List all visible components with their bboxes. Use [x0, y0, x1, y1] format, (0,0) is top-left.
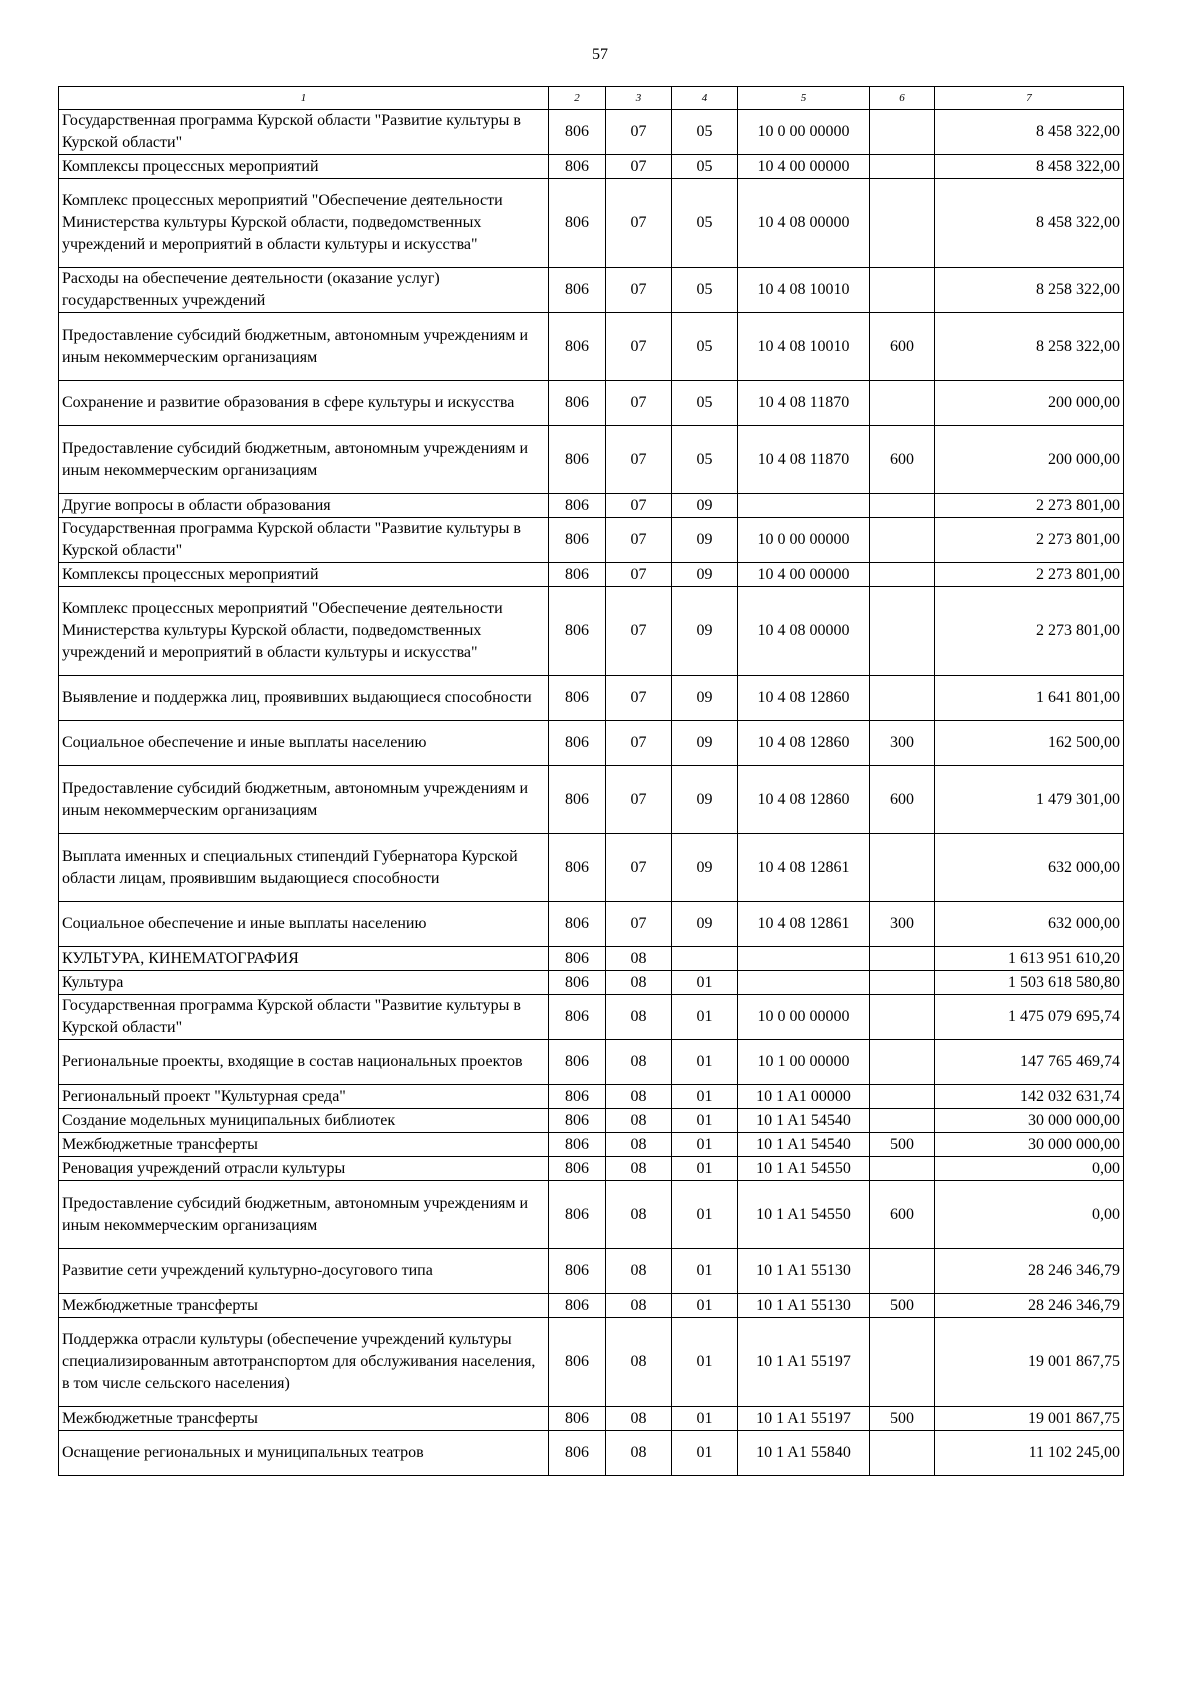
ministry-code-cell: 806	[549, 313, 606, 381]
expense-type-cell: 600	[870, 313, 935, 381]
table-row	[59, 1133, 1124, 1157]
subsection-code-cell: 01	[672, 1133, 738, 1157]
expense-type-cell	[870, 268, 935, 313]
target-article-cell: 10 1 A1 00000	[738, 1085, 870, 1109]
subsection-code-cell: 01	[672, 1040, 738, 1085]
row-name-cell: Предоставление субсидий бюджетным, автономным учреждениям и иным некоммерческим организациям	[59, 1181, 549, 1249]
column-header: 3	[606, 87, 672, 110]
target-article-cell: 10 4 00 00000	[738, 155, 870, 179]
row-name-cell: Межбюджетные трансферты	[59, 1407, 549, 1431]
target-article-cell: 10 1 A1 55197	[738, 1407, 870, 1431]
expense-type-cell	[870, 1431, 935, 1476]
target-article-cell: 10 4 08 11870	[738, 381, 870, 426]
ministry-code-cell: 806	[549, 518, 606, 563]
ministry-code-cell: 806	[549, 1318, 606, 1407]
section-code-cell: 07	[606, 494, 672, 518]
table-row	[59, 1407, 1124, 1431]
expense-type-cell: 600	[870, 766, 935, 834]
ministry-code-cell: 806	[549, 1085, 606, 1109]
target-article-cell: 10 1 A1 54550	[738, 1181, 870, 1249]
expense-type-cell	[870, 110, 935, 155]
expense-type-cell: 600	[870, 426, 935, 494]
subsection-code-cell: 05	[672, 381, 738, 426]
ministry-code-cell: 806	[549, 563, 606, 587]
row-name-cell: Поддержка отрасли культуры (обеспечение учреждений культуры специализированным автотранспортом для обслуживания населения, в том числе сельского населения)	[59, 1318, 549, 1407]
row-name-cell: Социальное обеспечение и иные выплаты населению	[59, 721, 549, 766]
ministry-code-cell: 806	[549, 1040, 606, 1085]
expense-type-cell: 500	[870, 1133, 935, 1157]
table-row	[59, 494, 1124, 518]
ministry-code-cell: 806	[549, 766, 606, 834]
amount-cell: 1 479 301,00	[935, 766, 1124, 834]
amount-cell: 8 458 322,00	[935, 179, 1124, 268]
target-article-cell: 10 4 08 10010	[738, 268, 870, 313]
ministry-code-cell: 806	[549, 494, 606, 518]
section-code-cell: 07	[606, 834, 672, 902]
target-article-cell: 10 1 A1 54550	[738, 1157, 870, 1181]
target-article-cell: 10 0 00 00000	[738, 518, 870, 563]
column-header: 5	[738, 87, 870, 110]
column-header: 1	[59, 87, 549, 110]
row-name-cell: Межбюджетные трансферты	[59, 1133, 549, 1157]
section-code-cell: 08	[606, 1133, 672, 1157]
expense-type-cell	[870, 1249, 935, 1294]
section-code-cell: 07	[606, 587, 672, 676]
row-name-cell: Развитие сети учреждений культурно-досугового типа	[59, 1249, 549, 1294]
ministry-code-cell: 806	[549, 587, 606, 676]
subsection-code-cell: 05	[672, 179, 738, 268]
table-row	[59, 1249, 1124, 1294]
subsection-code-cell: 09	[672, 676, 738, 721]
amount-cell: 30 000 000,00	[935, 1109, 1124, 1133]
amount-cell: 0,00	[935, 1181, 1124, 1249]
row-name-cell: Комплекс процессных мероприятий "Обеспечение деятельности Министерства культуры Курской области, подведомственных учреждений и мероприятий в области культуры и искусства"	[59, 179, 549, 268]
expense-type-cell	[870, 1318, 935, 1407]
amount-cell: 162 500,00	[935, 721, 1124, 766]
target-article-cell: 10 4 08 12860	[738, 721, 870, 766]
target-article-cell: 10 1 A1 55130	[738, 1249, 870, 1294]
amount-cell: 11 102 245,00	[935, 1431, 1124, 1476]
table-row	[59, 766, 1124, 834]
target-article-cell: 10 4 00 00000	[738, 563, 870, 587]
target-article-cell: 10 4 08 10010	[738, 313, 870, 381]
amount-cell: 2 273 801,00	[935, 563, 1124, 587]
column-header: 7	[935, 87, 1124, 110]
table-row	[59, 1085, 1124, 1109]
subsection-code-cell: 09	[672, 766, 738, 834]
amount-cell: 1 475 079 695,74	[935, 995, 1124, 1040]
column-header: 4	[672, 87, 738, 110]
table-row	[59, 1318, 1124, 1407]
subsection-code-cell: 01	[672, 1431, 738, 1476]
subsection-code-cell: 01	[672, 971, 738, 995]
section-code-cell: 08	[606, 1407, 672, 1431]
expense-type-cell	[870, 1157, 935, 1181]
row-name-cell: Предоставление субсидий бюджетным, автономным учреждениям и иным некоммерческим организациям	[59, 426, 549, 494]
target-article-cell: 10 4 08 11870	[738, 426, 870, 494]
section-code-cell: 08	[606, 947, 672, 971]
table-row	[59, 1040, 1124, 1085]
section-code-cell: 08	[606, 971, 672, 995]
section-code-cell: 07	[606, 313, 672, 381]
expense-type-cell	[870, 1085, 935, 1109]
target-article-cell: 10 4 08 00000	[738, 587, 870, 676]
subsection-code-cell: 01	[672, 1318, 738, 1407]
ministry-code-cell: 806	[549, 971, 606, 995]
row-name-cell: Сохранение и развитие образования в сфере культуры и искусства	[59, 381, 549, 426]
target-article-cell	[738, 494, 870, 518]
table-row	[59, 518, 1124, 563]
row-name-cell: Региональный проект "Культурная среда"	[59, 1085, 549, 1109]
row-name-cell: КУЛЬТУРА, КИНЕМАТОГРАФИЯ	[59, 947, 549, 971]
amount-cell: 1 613 951 610,20	[935, 947, 1124, 971]
amount-cell: 2 273 801,00	[935, 494, 1124, 518]
row-name-cell: Создание модельных муниципальных библиотек	[59, 1109, 549, 1133]
section-code-cell: 08	[606, 1181, 672, 1249]
target-article-cell: 10 4 08 12860	[738, 676, 870, 721]
subsection-code-cell: 09	[672, 494, 738, 518]
ministry-code-cell: 806	[549, 1109, 606, 1133]
ministry-code-cell: 806	[549, 1157, 606, 1181]
section-code-cell: 07	[606, 676, 672, 721]
target-article-cell	[738, 971, 870, 995]
section-code-cell: 07	[606, 563, 672, 587]
target-article-cell: 10 1 A1 54540	[738, 1133, 870, 1157]
ministry-code-cell: 806	[549, 110, 606, 155]
subsection-code-cell: 01	[672, 1249, 738, 1294]
table-row	[59, 563, 1124, 587]
section-code-cell: 08	[606, 1294, 672, 1318]
row-name-cell: Региональные проекты, входящие в состав национальных проектов	[59, 1040, 549, 1085]
expense-type-cell	[870, 676, 935, 721]
row-name-cell: Предоставление субсидий бюджетным, автономным учреждениям и иным некоммерческим организациям	[59, 766, 549, 834]
expense-type-cell	[870, 494, 935, 518]
expense-type-cell	[870, 563, 935, 587]
section-code-cell: 07	[606, 902, 672, 947]
row-name-cell: Межбюджетные трансферты	[59, 1294, 549, 1318]
row-name-cell: Предоставление субсидий бюджетным, автономным учреждениям и иным некоммерческим организациям	[59, 313, 549, 381]
amount-cell: 8 258 322,00	[935, 313, 1124, 381]
section-code-cell: 07	[606, 179, 672, 268]
row-name-cell: Другие вопросы в области образования	[59, 494, 549, 518]
amount-cell: 2 273 801,00	[935, 518, 1124, 563]
section-code-cell: 08	[606, 1109, 672, 1133]
row-name-cell: Комплексы процессных мероприятий	[59, 563, 549, 587]
row-name-cell: Социальное обеспечение и иные выплаты населению	[59, 902, 549, 947]
expense-type-cell	[870, 1109, 935, 1133]
table-row	[59, 426, 1124, 494]
amount-cell: 0,00	[935, 1157, 1124, 1181]
target-article-cell: 10 1 A1 55130	[738, 1294, 870, 1318]
subsection-code-cell: 09	[672, 587, 738, 676]
amount-cell: 147 765 469,74	[935, 1040, 1124, 1085]
ministry-code-cell: 806	[549, 721, 606, 766]
ministry-code-cell: 806	[549, 1294, 606, 1318]
section-code-cell: 08	[606, 1040, 672, 1085]
row-name-cell: Реновация учреждений отрасли культуры	[59, 1157, 549, 1181]
subsection-code-cell: 09	[672, 834, 738, 902]
ministry-code-cell: 806	[549, 995, 606, 1040]
target-article-cell: 10 1 A1 54540	[738, 1109, 870, 1133]
amount-cell: 200 000,00	[935, 381, 1124, 426]
amount-cell: 142 032 631,74	[935, 1085, 1124, 1109]
target-article-cell: 10 1 A1 55197	[738, 1318, 870, 1407]
subsection-code-cell: 01	[672, 1181, 738, 1249]
subsection-code-cell: 01	[672, 1157, 738, 1181]
expense-type-cell	[870, 1040, 935, 1085]
table-row	[59, 834, 1124, 902]
subsection-code-cell: 01	[672, 1109, 738, 1133]
amount-cell: 30 000 000,00	[935, 1133, 1124, 1157]
expense-type-cell: 500	[870, 1294, 935, 1318]
target-article-cell: 10 1 A1 55840	[738, 1431, 870, 1476]
expense-type-cell: 600	[870, 1181, 935, 1249]
amount-cell: 19 001 867,75	[935, 1407, 1124, 1431]
row-name-cell: Выявление и поддержка лиц, проявивших выдающиеся способности	[59, 676, 549, 721]
table-row	[59, 995, 1124, 1040]
amount-cell: 8 458 322,00	[935, 155, 1124, 179]
table-row	[59, 721, 1124, 766]
section-code-cell: 07	[606, 268, 672, 313]
expense-type-cell: 300	[870, 902, 935, 947]
row-name-cell: Государственная программа Курской области "Развитие культуры в Курской области"	[59, 110, 549, 155]
subsection-code-cell: 05	[672, 313, 738, 381]
ministry-code-cell: 806	[549, 426, 606, 494]
row-name-cell: Культура	[59, 971, 549, 995]
column-header: 6	[870, 87, 935, 110]
expense-type-cell	[870, 518, 935, 563]
subsection-code-cell	[672, 947, 738, 971]
subsection-code-cell: 09	[672, 902, 738, 947]
subsection-code-cell: 05	[672, 426, 738, 494]
amount-cell: 28 246 346,79	[935, 1249, 1124, 1294]
row-name-cell: Государственная программа Курской области "Развитие культуры в Курской области"	[59, 995, 549, 1040]
ministry-code-cell: 806	[549, 268, 606, 313]
amount-cell: 1 641 801,00	[935, 676, 1124, 721]
expense-type-cell: 500	[870, 1407, 935, 1431]
expense-type-cell	[870, 995, 935, 1040]
amount-cell: 632 000,00	[935, 834, 1124, 902]
expense-type-cell	[870, 971, 935, 995]
table-row	[59, 313, 1124, 381]
expense-type-cell	[870, 381, 935, 426]
budget-table	[58, 86, 1124, 1476]
subsection-code-cell: 09	[672, 518, 738, 563]
target-article-cell: 10 4 08 12860	[738, 766, 870, 834]
table-row	[59, 947, 1124, 971]
ministry-code-cell: 806	[549, 179, 606, 268]
table-row	[59, 1109, 1124, 1133]
amount-cell: 19 001 867,75	[935, 1318, 1124, 1407]
section-code-cell: 07	[606, 426, 672, 494]
page-number: 57	[592, 46, 608, 63]
ministry-code-cell: 806	[549, 902, 606, 947]
amount-cell: 28 246 346,79	[935, 1294, 1124, 1318]
subsection-code-cell: 09	[672, 563, 738, 587]
amount-cell: 8 258 322,00	[935, 268, 1124, 313]
subsection-code-cell: 05	[672, 155, 738, 179]
row-name-cell: Государственная программа Курской области "Развитие культуры в Курской области"	[59, 518, 549, 563]
row-name-cell: Комплекс процессных мероприятий "Обеспечение деятельности Министерства культуры Курской области, подведомственных учреждений и мероприятий в области культуры и искусства"	[59, 587, 549, 676]
target-article-cell: 10 4 08 12861	[738, 902, 870, 947]
table-row	[59, 381, 1124, 426]
subsection-code-cell: 01	[672, 1085, 738, 1109]
section-code-cell: 07	[606, 110, 672, 155]
amount-cell: 2 273 801,00	[935, 587, 1124, 676]
section-code-cell: 08	[606, 1085, 672, 1109]
section-code-cell: 07	[606, 766, 672, 834]
section-code-cell: 08	[606, 1157, 672, 1181]
subsection-code-cell: 01	[672, 1294, 738, 1318]
amount-cell: 1 503 618 580,80	[935, 971, 1124, 995]
ministry-code-cell: 806	[549, 1407, 606, 1431]
subsection-code-cell: 01	[672, 995, 738, 1040]
section-code-cell: 08	[606, 1318, 672, 1407]
table-row	[59, 1431, 1124, 1476]
expense-type-cell	[870, 947, 935, 971]
table-header-row	[59, 87, 1124, 110]
ministry-code-cell: 806	[549, 1133, 606, 1157]
expense-type-cell	[870, 155, 935, 179]
column-header: 2	[549, 87, 606, 110]
table-row	[59, 1181, 1124, 1249]
table-row	[59, 155, 1124, 179]
section-code-cell: 07	[606, 155, 672, 179]
ministry-code-cell: 806	[549, 834, 606, 902]
row-name-cell: Расходы на обеспечение деятельности (оказание услуг) государственных учреждений	[59, 268, 549, 313]
target-article-cell: 10 0 00 00000	[738, 995, 870, 1040]
target-article-cell	[738, 947, 870, 971]
table-row	[59, 1157, 1124, 1181]
table-row	[59, 676, 1124, 721]
table-row	[59, 587, 1124, 676]
subsection-code-cell: 01	[672, 1407, 738, 1431]
section-code-cell: 08	[606, 1431, 672, 1476]
amount-cell: 632 000,00	[935, 902, 1124, 947]
ministry-code-cell: 806	[549, 1181, 606, 1249]
row-name-cell: Оснащение региональных и муниципальных театров	[59, 1431, 549, 1476]
table-row	[59, 971, 1124, 995]
ministry-code-cell: 806	[549, 947, 606, 971]
row-name-cell: Комплексы процессных мероприятий	[59, 155, 549, 179]
ministry-code-cell: 806	[549, 381, 606, 426]
ministry-code-cell: 806	[549, 676, 606, 721]
expense-type-cell	[870, 179, 935, 268]
table-row	[59, 902, 1124, 947]
row-name-cell: Выплата именных и специальных стипендий Губернатора Курской области лицам, проявившим выдающиеся способности	[59, 834, 549, 902]
section-code-cell: 07	[606, 721, 672, 766]
expense-type-cell: 300	[870, 721, 935, 766]
amount-cell: 200 000,00	[935, 426, 1124, 494]
subsection-code-cell: 05	[672, 268, 738, 313]
ministry-code-cell: 806	[549, 155, 606, 179]
subsection-code-cell: 09	[672, 721, 738, 766]
target-article-cell: 10 0 00 00000	[738, 110, 870, 155]
table-row	[59, 268, 1124, 313]
ministry-code-cell: 806	[549, 1249, 606, 1294]
amount-cell: 8 458 322,00	[935, 110, 1124, 155]
section-code-cell: 07	[606, 381, 672, 426]
target-article-cell: 10 4 08 12861	[738, 834, 870, 902]
ministry-code-cell: 806	[549, 1431, 606, 1476]
subsection-code-cell: 05	[672, 110, 738, 155]
table-row	[59, 1294, 1124, 1318]
target-article-cell: 10 4 08 00000	[738, 179, 870, 268]
expense-type-cell	[870, 834, 935, 902]
section-code-cell: 07	[606, 518, 672, 563]
table-row	[59, 110, 1124, 155]
section-code-cell: 08	[606, 1249, 672, 1294]
section-code-cell: 08	[606, 995, 672, 1040]
expense-type-cell	[870, 587, 935, 676]
target-article-cell: 10 1 00 00000	[738, 1040, 870, 1085]
table-row	[59, 179, 1124, 268]
